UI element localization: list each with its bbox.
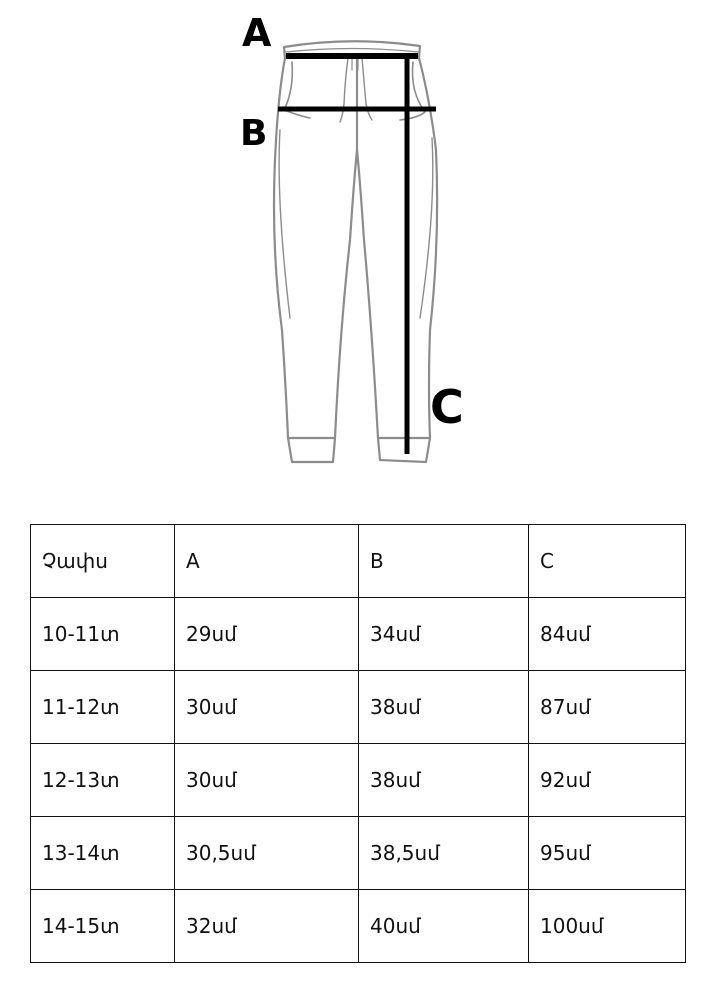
cell-b: 38,5սմ bbox=[359, 817, 529, 890]
cell-a: 30սմ bbox=[175, 744, 359, 817]
cell-a: 29սմ bbox=[175, 598, 359, 671]
header-b: B bbox=[359, 525, 529, 598]
header-c: C bbox=[529, 525, 686, 598]
table-row bbox=[31, 744, 686, 817]
table-row bbox=[31, 817, 686, 890]
dimension-label-a: A bbox=[242, 11, 272, 55]
cell-c: 92սմ bbox=[529, 744, 686, 817]
cell-a: 30սմ bbox=[175, 671, 359, 744]
header-size: Չափս bbox=[31, 525, 175, 598]
cell-c: 84սմ bbox=[529, 598, 686, 671]
table-header-row bbox=[31, 525, 686, 598]
cell-b: 34սմ bbox=[359, 598, 529, 671]
cell-c: 100սմ bbox=[529, 890, 686, 963]
dimension-label-c: C bbox=[430, 380, 464, 434]
cell-a: 32սմ bbox=[175, 890, 359, 963]
table-row bbox=[31, 890, 686, 963]
cell-size: 10-11տ bbox=[31, 598, 175, 671]
cell-b: 40սմ bbox=[359, 890, 529, 963]
table-row bbox=[31, 671, 686, 744]
table-row bbox=[31, 598, 686, 671]
cell-size: 11-12տ bbox=[31, 671, 175, 744]
cell-b: 38սմ bbox=[359, 744, 529, 817]
header-a: A bbox=[175, 525, 359, 598]
dimension-label-b: B bbox=[240, 113, 268, 154]
size-chart-table bbox=[30, 524, 686, 963]
cell-size: 12-13տ bbox=[31, 744, 175, 817]
cell-size: 13-14տ bbox=[31, 817, 175, 890]
cell-c: 95սմ bbox=[529, 817, 686, 890]
cell-a: 30,5սմ bbox=[175, 817, 359, 890]
cell-b: 38սմ bbox=[359, 671, 529, 744]
cell-size: 14-15տ bbox=[31, 890, 175, 963]
cell-c: 87սմ bbox=[529, 671, 686, 744]
